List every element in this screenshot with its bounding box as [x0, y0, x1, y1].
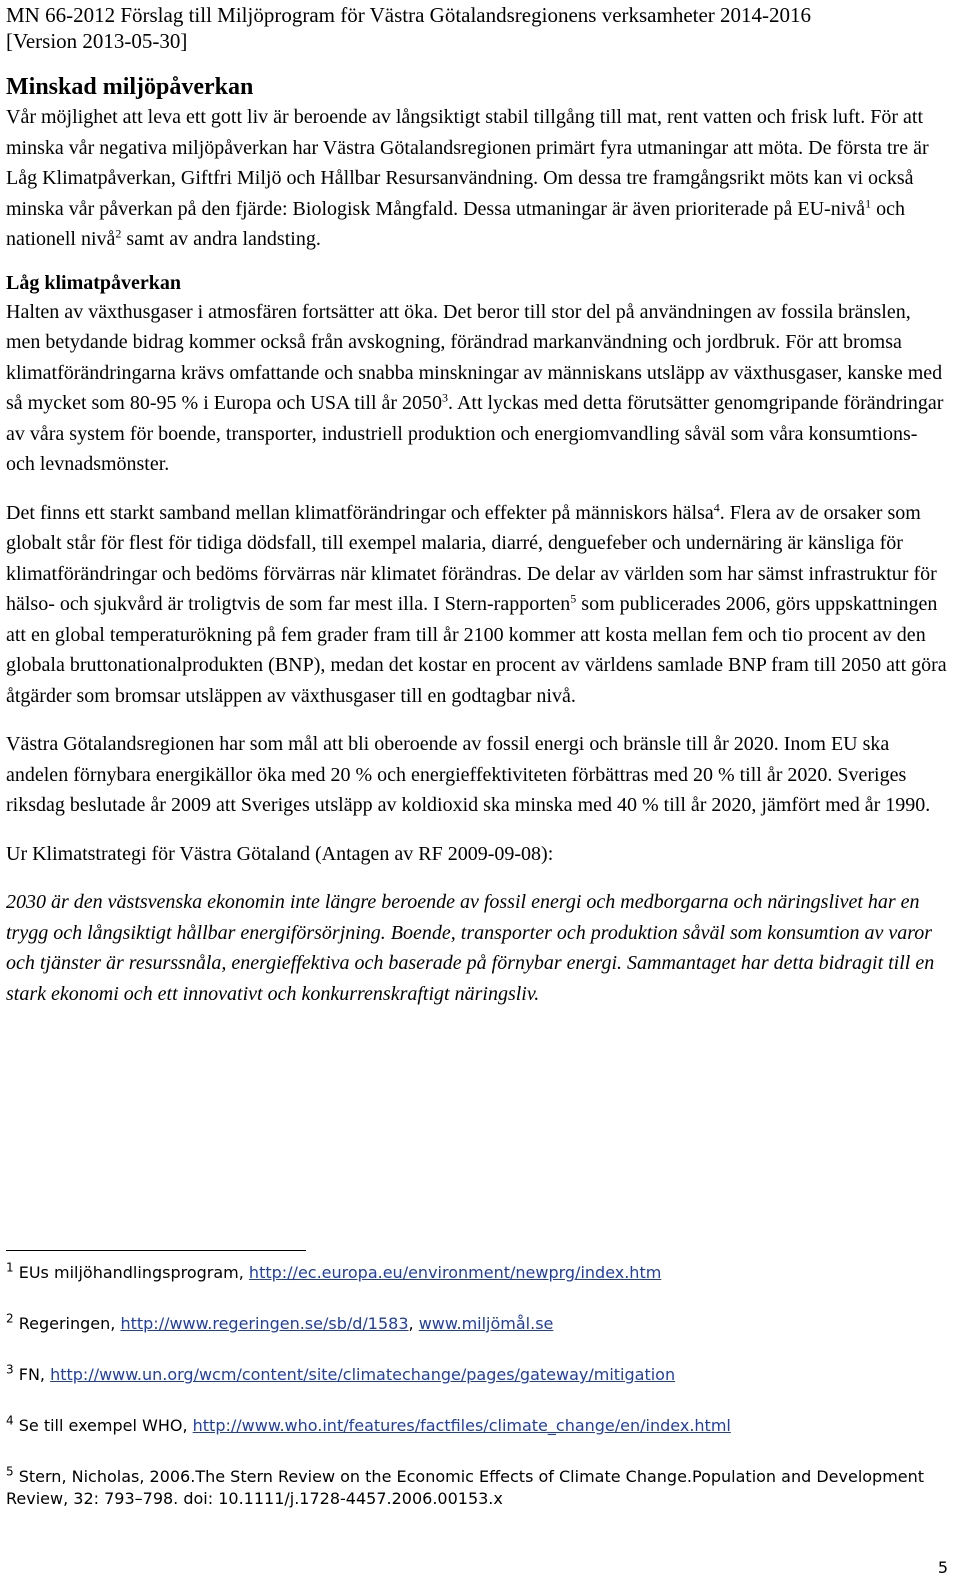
text-run: . Att lyckas med detta förutsätter genomgripande förändringar av våra system för boende, transporter, industriell produktion och energiomvandling såväl som våra konsumtions- och levnadsmönster. — [6, 392, 944, 475]
footnote-separator: , — [408, 1314, 419, 1333]
footnote-number: 1 — [6, 1260, 14, 1275]
header-title: MN 66-2012 Förslag till Miljöprogram för Västra Götalandsregionens verksamheter 2014-2016 — [6, 3, 812, 27]
document-body — [6, 72, 950, 1009]
quote-klimatstrategi: 2030 är den västsvenska ekonomin inte längre beroende av fossil energi och medborgarna och näringslivet har en trygg och långsiktigt hållbar energiförsörjning. Boende, transporter och produktion såväl som konsumtion av varor och tjänster är resurssnåla, energieffektiva och baserade på förnybar energi. Sammantaget har detta bidragit till en stark ekonomi och ett innovativt och konkurrenskraftigt näringsliv. — [6, 891, 935, 1005]
paragraph-mal: Västra Götalandsregionen har som mål att bli oberoende av fossil energi och bränsle till år 2020. Inom EU ska andelen förnybara energikällor öka med 20 % och energieffektiviteten förbättras med 20 % till år 2020. Sveriges riksdag beslutade år 2009 att Sveriges utsläpp av koldioxid ska minska med 40 % till år 2020, jämfört med år 1990. — [6, 733, 931, 816]
footnote-2 — [6, 1313, 936, 1335]
footnote-3 — [6, 1364, 936, 1386]
footnote-ref-4[interactable]: 4 — [713, 499, 720, 514]
text-run: och nationell nivå — [6, 197, 906, 250]
footnote-ref-2[interactable]: 2 — [115, 226, 122, 241]
header-version: [Version 2013-05-30] — [6, 29, 188, 53]
footnote-link[interactable]: www.miljömål.se — [418, 1314, 554, 1333]
text-run: Halten av växthusgaser i atmosfären fortsätter att öka. Det beror till stor del på användningen av fossila bränslen, men betydande bidrag kommer också från avskogning, förändrad markanvändning och jordbruk. För att bromsa klimatförändringarna krävs omfattande och snabba minskningar av människans utsläpp av växthusgaser, kanske med så mycket som 80-95 % i Europa och USA till år 2050 — [6, 300, 943, 414]
paragraph-intro — [6, 102, 950, 255]
text-run: samt av andra landsting. — [121, 228, 321, 250]
footnote-ref-1[interactable]: 1 — [865, 195, 872, 210]
section-heading-minskad: Minskad miljöpåverkan — [6, 74, 254, 100]
footnote-number: 5 — [6, 1464, 14, 1479]
footnote-text: FN, — [18, 1365, 51, 1384]
footnote-divider — [6, 1250, 306, 1251]
footnote-ref-3[interactable]: 3 — [442, 390, 449, 405]
footnote-link[interactable]: http://ec.europa.eu/environment/newprg/index.htm — [248, 1263, 662, 1282]
footnote-1 — [6, 1262, 936, 1284]
footnote-number: 2 — [6, 1311, 14, 1326]
footnote-text: EUs miljöhandlingsprogram, — [18, 1263, 249, 1282]
footnote-4 — [6, 1415, 936, 1437]
section-heading-klimat: Låg klimatpåverkan — [6, 271, 182, 294]
paragraph-halsa — [6, 498, 950, 712]
paragraph-vaxthusgaser — [6, 297, 950, 480]
footnote-number: 4 — [6, 1413, 14, 1428]
footnote-text: Stern, Nicholas, 2006.The Stern Review on the Economic Effects of Climate Change.Population and Development Review, 32: 793–798. doi: 10.1111/j.1728-4457.2006.00153.x — [6, 1467, 925, 1508]
footnote-text: Regeringen, — [18, 1314, 121, 1333]
footnote-text: Se till exempel WHO, — [18, 1416, 193, 1435]
footnotes — [6, 1262, 936, 1510]
footnote-link[interactable]: http://www.who.int/features/factfiles/climate_change/en/index.html — [192, 1416, 731, 1435]
footnote-link[interactable]: http://www.regeringen.se/sb/d/1583 — [120, 1314, 409, 1333]
text-run: Vår möjlighet att leva ett gott liv är beroende av långsiktigt stabil tillgång till mat, rent vatten och frisk luft. För att minska vår negativa miljöpåverkan har Västra Götalandsregionen primärt fyra utmaningar att möta. De första tre är Låg Klimatpåverkan, Giftfri Miljö och Hållbar Resursanvändning. Om dessa tre framgångsrikt möts kan vi också minska vår påverkan på den fjärde: Biologisk Mångfald. Dessa utmaningar är även prioriterade på EU-nivå — [6, 106, 929, 220]
footnote-link[interactable]: http://www.un.org/wcm/content/site/climatechange/pages/gateway/mitigation — [50, 1365, 676, 1384]
footnote-number: 3 — [6, 1362, 14, 1377]
text-run: Det finns ett starkt samband mellan klimatförändringar och effekter på människors hälsa — [6, 501, 714, 524]
paragraph-klimatstrategi: Ur Klimatstrategi för Västra Götaland (Antagen av RF 2009-09-08): — [6, 842, 554, 865]
text-run: . Flera av de orsaker som globalt står för flest för tidiga dödsfall, till exempel malaria, diarré, denguefeber och undernäring är känsliga för klimatförändringar och bedöms förvärras när klimatet förändras. De delar av världen som har sämst infrastruktur för hälso- och sjukvård är troligtvis de som far mest illa. I Stern-rapporten — [6, 501, 937, 615]
footnote-5 — [6, 1466, 936, 1510]
text-run: som publicerades 2006, görs uppskattningen att en global temperaturökning på fem grader fram till år 2100 kommer att kosta mellan fem och tio procent av den globala bruttonationalprodukten (BNP), medan det kostar en procent av världens samlade BNP fram till 2050 att göra åtgärder som bromsar utsläppen av växthusgaser till en godtagbar nivå. — [6, 593, 947, 707]
footnote-ref-5[interactable]: 5 — [570, 591, 577, 606]
page-number: 5 — [937, 1558, 948, 1577]
page-header — [6, 2, 811, 54]
